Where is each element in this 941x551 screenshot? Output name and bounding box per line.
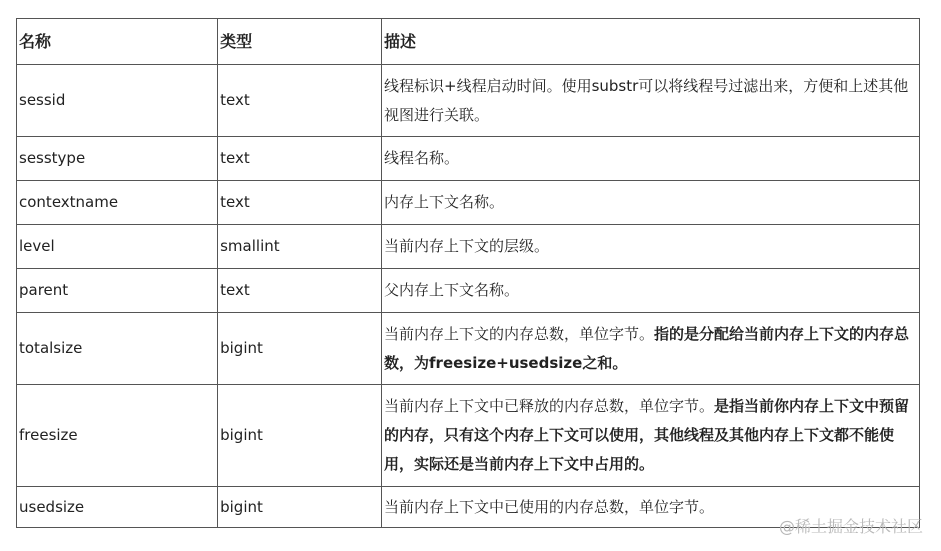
description-text: 当前内存上下文中已释放的内存总数，单位字节。 [384,397,715,415]
cell-description [382,181,920,225]
cell-name: totalsize [17,313,218,385]
watermark: @稀土掘金技术社区 [778,517,923,536]
cell-name: sesstype [17,137,218,181]
cell-description [382,65,920,137]
cell-type: smallint [218,225,382,269]
cell-description [382,225,920,269]
table-row [17,269,920,313]
cell-description [382,313,920,385]
cell-name: freesize [17,385,218,487]
cell-type: text [218,65,382,137]
cell-description [382,137,920,181]
description-text: 当前内存上下文中已使用的内存总数，单位字节。 [384,497,715,516]
table-header-row [17,19,920,65]
table-row [17,181,920,225]
table-row [17,385,920,487]
description-text: 当前内存上下文的内存总数，单位字节。 [384,324,655,343]
cell-description [382,269,920,313]
cell-name: level [17,225,218,269]
cell-name: usedsize [17,487,218,528]
table-row [17,65,920,137]
cell-name: parent [17,269,218,313]
cell-type: bigint [218,385,382,487]
cell-type: text [218,269,382,313]
description-text: 线程名称。 [384,149,460,167]
table-row [17,313,920,385]
cell-name: contextname [17,181,218,225]
header-description: 描述 [382,19,920,65]
description-text: 内存上下文名称。 [384,193,505,211]
description-text: 线程标识+线程启动时间。使用substr可以将线程号过滤出来，方便和上述其他视图进行关联。 [384,76,909,124]
cell-type: bigint [218,313,382,385]
description-text: 父内存上下文名称。 [384,281,520,299]
header-name: 名称 [17,19,218,65]
description-text: 当前内存上下文的层级。 [384,237,550,255]
table-row [17,137,920,181]
cell-type: text [218,137,382,181]
field-description-table [16,18,920,528]
cell-name: sessid [17,65,218,137]
cell-type: text [218,181,382,225]
table-row [17,225,920,269]
description-emphasis: 指的是分配给当前内存上下文的内存总数，为freesize+usedsize之和。 [384,324,910,372]
header-type: 类型 [218,19,382,65]
cell-description [382,385,920,487]
description-emphasis: 是指当前你内存上下文中预留的内存，只有这个内存上下文可以使用，其他线程及其他内存上下文都不能使用，实际还是当前内存上下文中占用的。 [384,397,910,473]
cell-type: bigint [218,487,382,528]
